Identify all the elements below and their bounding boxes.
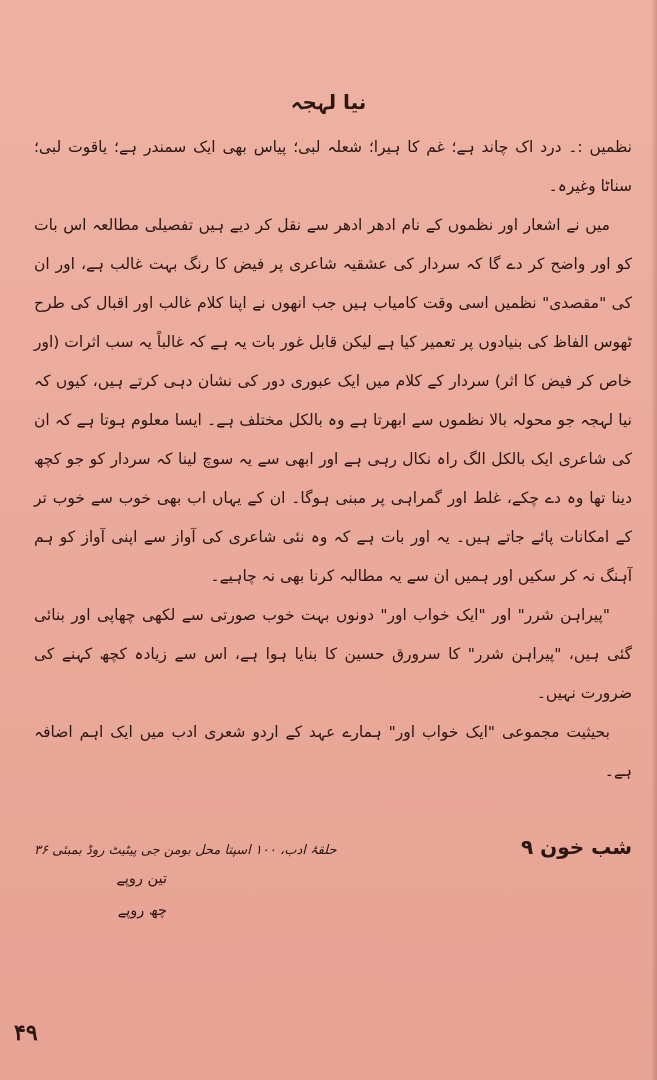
page-number: ۴۹ bbox=[14, 1020, 38, 1046]
price-first: تین روپے bbox=[116, 871, 167, 887]
page-edge-shadow bbox=[651, 0, 657, 1080]
publisher-address: حلقۂ ادب، ۱۰۰ اسپتا محل بومن جی پیٹیٹ روڈ بمبئی ۳۶ bbox=[34, 843, 337, 858]
footer-row bbox=[34, 835, 632, 863]
conclusion-paragraph: بحیثیت مجموعی "ایک خواب اور" ہمارے عہد کے اردو شعری ادب میں ایک اہم اضافہ ہے۔ bbox=[34, 723, 632, 780]
section-heading: نیا لہجہ bbox=[290, 90, 367, 114]
publication-details bbox=[34, 835, 632, 927]
book-title: شب خون ۹ bbox=[520, 835, 632, 859]
publication-paragraph: "پیراہن شرر" اور "ایک خواب اور" دونوں بہت خوب صورتی سے لکھی چھاپی اور بنائی گئی ہیں، "پیراہن شرر" کا سرورق حسین کا بنایا ہوا ہے، اس سے زیادہ کچھ کہنے کی ضرورت نہیں۔ bbox=[34, 606, 632, 702]
article-body bbox=[34, 128, 632, 791]
analysis-paragraph: میں نے اشعار اور نظموں کے نام ادھر ادھر سے نقل کر دیے ہیں تفصیلی مطالعہ اس بات کو اور واضح کر دے گا کہ سردار کی عشقیہ شاعری پر فیض کا رنگ بہت غالب ہے، اور ان کی "مقصدی" نظمیں اسی وقت کامیاب ہیں جب انھوں نے اپنا کلام غالب اور اقبال کی طرح ٹھوس الفاظ کی بنیادوں پر تعمیر کیا ہے لیکن قابل غور بات یہ ہے کہ غالباً یہ سب اثرات (اور خاص کر فیض کا اثر) سردار کے کلام میں ایک عبوری دور کی نشان دہی کرتے ہیں، کیوں کہ نیا لہجہ جو محولہ بالا نظموں سے ابھرتا ہے وہ بالکل مختلف ہے۔ ایسا معلوم ہوتا ہے کہ ان کی شاعری ایک بالکل الگ راہ نکال رہی ہے اور ابھی سے یہ سوچ لینا کہ سردار کو جو کچھ دینا تھا وہ دے چکے، غلط اور گمراہی پر مبنی ہوگا۔ ان کے یہاں اب بھی خوب سے خوب تر کے امکانات پائے جاتے ہیں۔ یہ اور بات ہے کہ وہ نئی شاعری کی آواز سے اپنی آواز کو ہم آہنگ نہ کر سکیں اور ہمیں ان سے یہ مطالبہ کرنا بھی نہ چاہیے۔ bbox=[34, 216, 632, 585]
poem-list-paragraph: نظمیں :۔ درد اک چاند ہے؛ غم کا ہیرا؛ شعلہ لبی؛ پیاس بھی ایک سمندر ہے؛ یاقوت لبی؛ سناٹا وغیرہ۔ bbox=[34, 138, 632, 195]
price-second: چھ روپے bbox=[117, 903, 167, 919]
